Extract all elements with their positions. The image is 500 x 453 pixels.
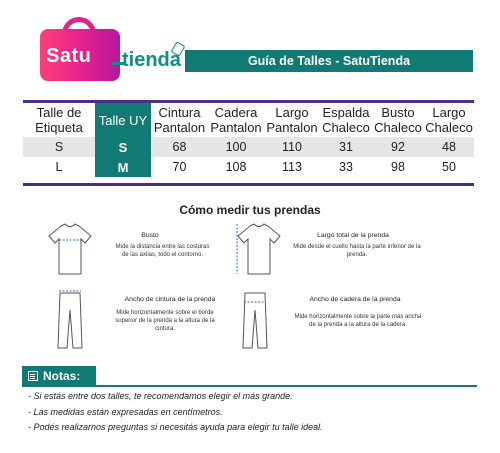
tshirt-bust-icon: [45, 222, 95, 277]
note-item: - Si estás entre dos talles, te recomendamos elegir el más grande.: [28, 391, 293, 401]
cell: L: [55, 160, 63, 174]
measure-title-largo: Largo total de la prenda: [317, 232, 389, 239]
header-busto: Busto Chaleco: [374, 105, 422, 135]
notes-divider: [22, 385, 477, 387]
measure-desc-busto: Mide la distancia entre las costuras de las axilas, todo el contorno.: [115, 244, 210, 258]
notes-label: Notas:: [43, 368, 81, 383]
measure-desc-largo: Mide desde el cuello hasta la parte inferior de la prenda.: [293, 244, 421, 258]
cell: S: [23, 137, 95, 157]
measure-title-busto: Busto: [141, 232, 159, 239]
measure-desc-cintura: Mide horizontalmente sobre el borde superior de la prenda a la altura de la cintura.: [115, 310, 215, 332]
cell-uy: S: [95, 137, 151, 157]
header-cadera: Cadera Pantalon: [210, 105, 262, 135]
satutienda-logo: [30, 15, 190, 85]
cell: 68: [151, 137, 208, 157]
header-talle-etiqueta: Talle de Etiqueta: [35, 105, 83, 135]
logo-text-satu: Satu: [46, 45, 92, 67]
table-row: [23, 137, 474, 157]
measure-title-cadera: Ancho de cadera de la prenda: [309, 296, 401, 303]
notes-icon: [28, 371, 38, 381]
cell: 31: [320, 137, 372, 157]
header-espalda: Espalda Chaleco: [322, 105, 370, 135]
header-cintura: Cintura Pantalon: [153, 105, 206, 135]
table-row: [23, 157, 474, 177]
size-table: [23, 103, 474, 177]
pants-waist-icon: [55, 288, 85, 350]
header-largo-chaleco: Largo Chaleco: [425, 105, 473, 135]
cell: 70: [172, 160, 187, 174]
measure-title-cintura: Ancho de cintura de la prenda: [124, 296, 216, 303]
note-item: - Podés realizarnos preguntas si necesitás ayuda para elegir tu talle ideal.: [28, 422, 323, 432]
cell: 98: [391, 160, 405, 174]
logo-text-tienda: tienda: [122, 49, 181, 71]
table-header-row: [23, 103, 474, 137]
header-largo-pantalon: Largo Pantalon: [266, 105, 318, 135]
header-talle-uy: Talle UY: [95, 103, 151, 137]
cell: 113: [282, 160, 302, 174]
pants-hip-icon: [240, 288, 270, 350]
cell: 100: [208, 137, 264, 157]
measure-section-title: Cómo medir tus prendas: [179, 203, 321, 217]
cell: 33: [339, 160, 353, 174]
cell-uy: M: [95, 157, 151, 177]
note-item: - Las medidas están expresadas en centímetros.: [28, 407, 223, 417]
cell: 50: [442, 160, 456, 174]
page-title: Guía de Talles - SatuTienda: [185, 50, 473, 72]
cell: 92: [372, 137, 424, 157]
table-bottom-rule: [23, 183, 474, 186]
cell: 108: [225, 160, 247, 174]
cell: 110: [264, 137, 320, 157]
cell: 48: [424, 137, 474, 157]
notes-badge: [22, 366, 96, 385]
measure-desc-cadera: Mide horizontalmente sobre la parte más ancha de la prenda a la altura de la cadera.: [294, 314, 422, 328]
